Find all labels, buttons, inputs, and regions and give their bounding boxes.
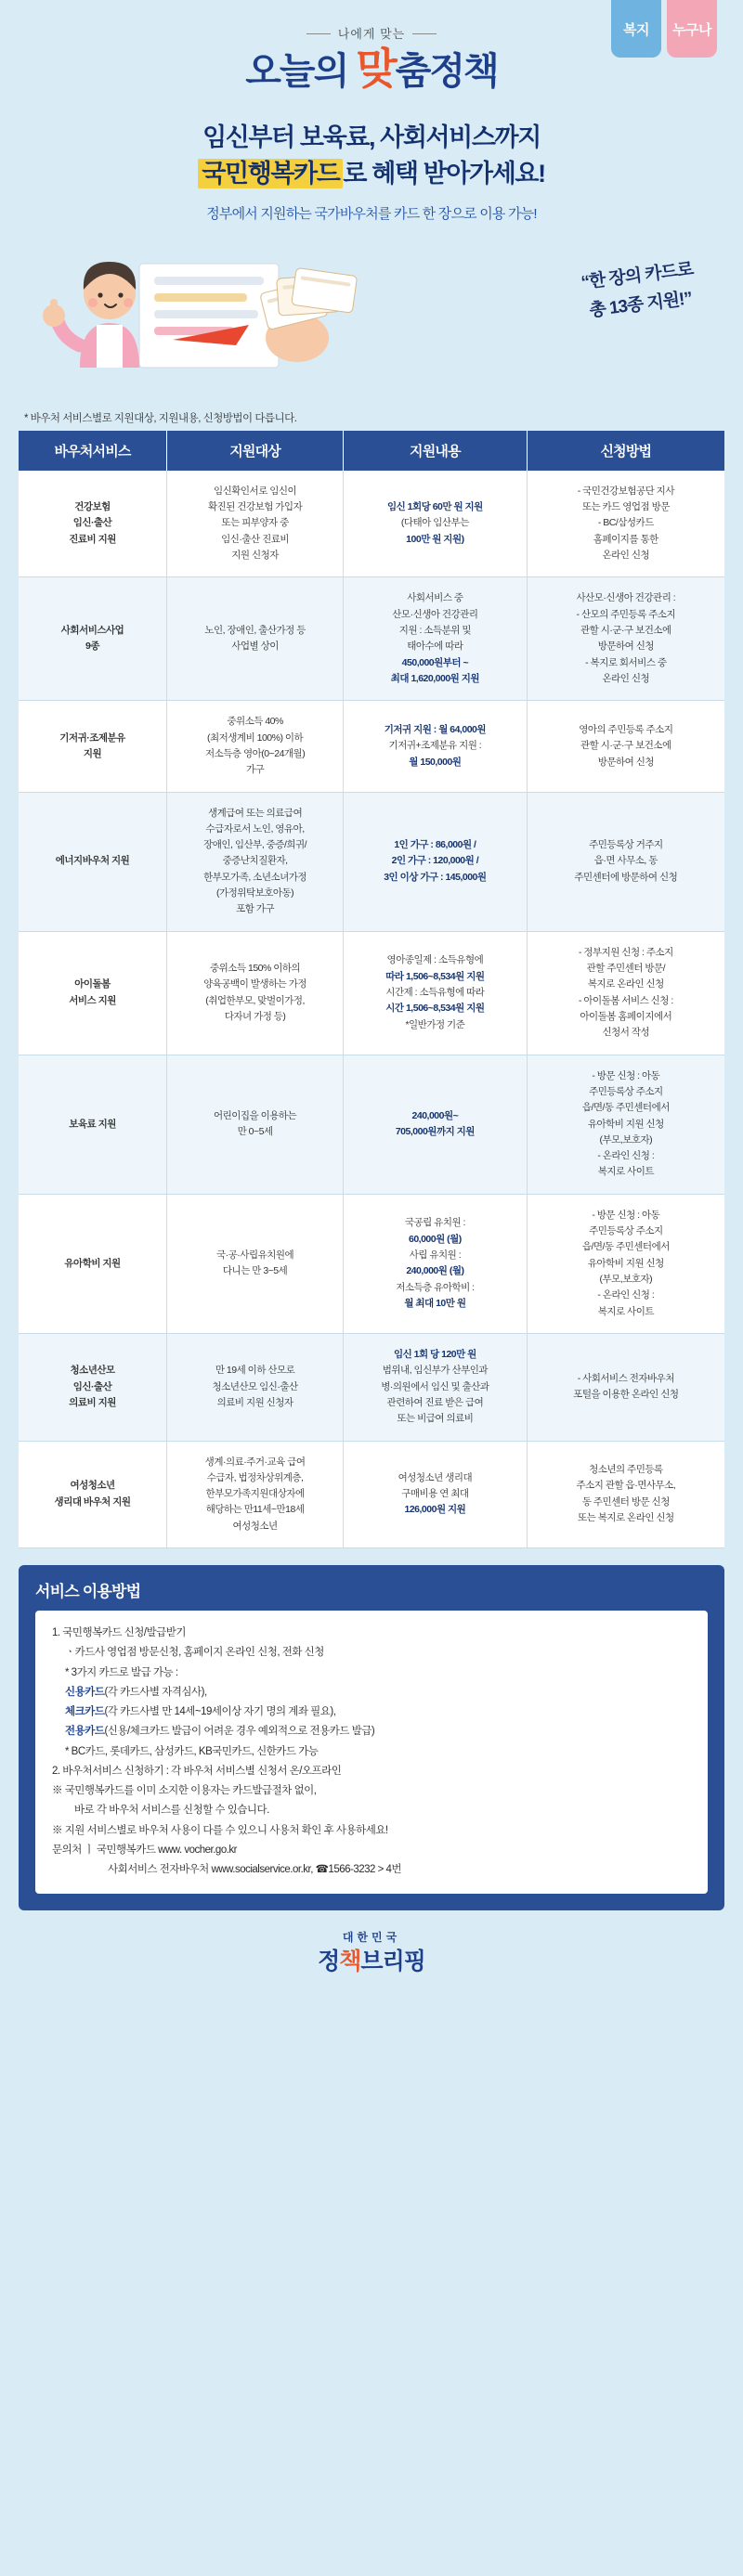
- usage-line: 문의처 ㅣ 국민행복카드 www. vocher.go.kr: [52, 1845, 237, 1856]
- hand-note-line2: 총 13종 지원!”: [588, 289, 693, 321]
- cell-service: 사회서비스사업 9종: [19, 577, 167, 701]
- badge-welfare: [611, 0, 661, 58]
- title-block: [0, 121, 743, 223]
- usage-line: 신용카드(각 카드사별 자격심사),: [65, 1686, 207, 1698]
- badge-group: [611, 0, 717, 58]
- cell-method: 사산모·신생아 건강관리 : - 산모의 주민등록 주소지 관할 시·군·구 보건소에 방문하여 신청 - 복지로 회서비스 중 온라인 신청: [527, 577, 724, 701]
- footer: [0, 1910, 743, 2000]
- usage-body: [35, 1611, 708, 1893]
- usage-line: ㆍ카드사 영업점 방문신청, 홈페이지 온라인 신청, 전화 신청: [65, 1647, 324, 1659]
- cell-target: 국·공·사립유치원에 다니는 만 3~5세: [167, 1194, 344, 1333]
- usage-line: 2. 바우처서비스 신청하기 : 각 바우처 서비스별 신청서 온/오프라인: [52, 1765, 342, 1777]
- usage-line: 바로 각 바우처 서비스를 신청할 수 있습니다.: [74, 1805, 269, 1817]
- table-row: [19, 1333, 724, 1441]
- header-logo-line2: 춤정책: [395, 51, 498, 92]
- usage-line: ※ 국민행복카드를 이미 소지한 이용자는 카드발급절차 없이,: [52, 1785, 317, 1797]
- cell-content: 영아종일제 : 소득유형에 따라 1,506~8,534원 지원 시간제 : 소득유형에 따라 시간 1,506~8,534원 지원 *일반가정 기준: [344, 931, 528, 1055]
- cell-content: 1인 가구 : 86,000원 / 2인 가구 : 120,000원 / 3인 이상 가구 : 145,000원: [344, 792, 528, 931]
- cell-content: 사회서비스 중 산모·신생아 건강관리 지원 : 소득분위 및 태아수에 따라 450,000원부터 ~ 최대 1,620,000원 지원: [344, 577, 528, 701]
- header-kicker: 나에게 맞는: [338, 24, 405, 42]
- table-row: [19, 792, 724, 931]
- cell-method: - 사회서비스 전자바우처 포털을 이용한 온라인 신청: [527, 1333, 724, 1441]
- table-row: [19, 471, 724, 577]
- col-header-method: 신청방법: [527, 431, 724, 471]
- cell-content: 여성청소년 생리대 구매비용 연 최대 126,000원 지원: [344, 1441, 528, 1548]
- cell-method: - 정부지원 신청 : 주소지 관할 주민센터 방문/ 복지로 온라인 신청 - 아이돌봄 서비스 신청 : 아이돌봄 홈페이지에서 신청서 작성: [527, 931, 724, 1055]
- page-subtitle: [19, 157, 724, 192]
- cell-content: 국공립 유치원 : 60,000원 (월) 사립 유치원 : 240,000원 (월) 저소득층 유아학비 : 월 최대 10만 원: [344, 1194, 528, 1333]
- cell-service: 아이돌봄 서비스 지원: [19, 931, 167, 1055]
- cell-service: 청소년산모 임신·출산 의료비 지원: [19, 1333, 167, 1441]
- table-note: * 바우처 서비스별로 지원대상, 지원내용, 신청방법이 다릅니다.: [24, 412, 297, 424]
- footer-brand-a: 정: [318, 1948, 340, 1974]
- table-row: [19, 1441, 724, 1548]
- cell-content: 기저귀 지원 : 월 64,000원 기저귀+조제분유 지원 : 월 150,000원: [344, 701, 528, 792]
- usage-line: 전용카드(신용/체크카드 발급이 어려운 경우 예외적으로 전용카드 발급): [65, 1726, 375, 1738]
- voucher-table-wrap: [0, 431, 743, 1548]
- cell-target: 만 19세 이하 산모로 청소년산모 임신·출산 의료비 지원 신청자: [167, 1333, 344, 1441]
- cell-service: 에너지바우처 지원: [19, 792, 167, 931]
- voucher-table: [19, 431, 724, 1548]
- badge-everyone-label: 누구나: [672, 21, 711, 38]
- illustration: [0, 228, 743, 405]
- cell-target: 중위소득 40% (최저생계비 100%) 이하 저소득층 영아(0~24개월) 가구: [167, 701, 344, 792]
- cell-method: - 방문 신청 : 아동 주민등록상 주소지 읍/면/동 주민센터에서 유아학비 지원 신청 (부모,보호자) - 온라인 신청 : 복지로 사이트: [527, 1055, 724, 1194]
- cell-service: 여성청소년 생리대 바우처 지원: [19, 1441, 167, 1548]
- cell-target: 생계급여 또는 의료급여 수급자로서 노인, 영유아, 장애인, 임산부, 중증/희귀/ 중증난치질환자, 한부모가족, 소년소녀가정 (가정위탁보호아동) 포함 가구: [167, 792, 344, 931]
- table-row: [19, 701, 724, 792]
- cell-target: 생계·의료·주거·교육 급여 수급자, 법정차상위계층, 한부모가족지원대상자에 해당하는 만11세~만18세 여성청소년: [167, 1441, 344, 1548]
- header-logo-line1: 오늘의: [245, 51, 348, 92]
- voucher-table-body: [19, 471, 724, 1548]
- cell-method: - 국민건강보험공단 지사 또는 카드 영업점 방문 - BC/삼성카드 홈페이지를 통한 온라인 신청: [527, 471, 724, 577]
- table-row: [19, 577, 724, 701]
- header-logo-accent: 맞: [356, 45, 396, 93]
- col-header-service: 바우처서비스: [19, 431, 167, 471]
- footer-brand-b: 브리핑: [360, 1948, 425, 1974]
- badge-welfare-label: 복지: [623, 21, 649, 38]
- col-header-content: 지원내용: [344, 431, 528, 471]
- hand-note-line1: “한 장의 카드로: [580, 259, 695, 293]
- cell-content: 임신 1회당 60만 원 지원 (다태아 임산부는 100만 원 지원): [344, 471, 528, 577]
- cell-method: - 방문 신청 : 아동 주민등록상 주소지 읍/면/동 주민센터에서 유아학비 지원 신청 (부모,보호자) - 온라인 신청 : 복지로 사이트: [527, 1194, 724, 1333]
- cell-content: 240,000원~ 705,000원까지 지원: [344, 1055, 528, 1194]
- cell-method: 영아의 주민등록 주소지 관할 시·군·구 보건소에 방문하여 신청: [527, 701, 724, 792]
- page-subtitle-highlight: 국민행복카드: [198, 159, 343, 188]
- footer-line1: 대한민국: [342, 1930, 401, 1944]
- usage-line: ※ 지원 서비스별로 바우처 사용이 다를 수 있으니 사용처 확인 후 사용하세요!: [52, 1824, 388, 1836]
- usage-line: 1. 국민행복카드 신청/발급받기: [52, 1627, 186, 1639]
- usage-title: 서비스 이용방법: [35, 1583, 141, 1601]
- usage-line: 체크카드(각 카드사별 만 14세~19세이상 자기 명의 계좌 필요),: [65, 1706, 336, 1718]
- usage-line: * BC카드, 롯데카드, 삼성카드, KB국민카드, 신한카드 가능: [65, 1745, 319, 1757]
- table-header-row: [19, 431, 724, 471]
- table-row: [19, 931, 724, 1055]
- badge-everyone: [667, 0, 717, 58]
- cell-content: 임신 1회 당 120만 원 범위내, 임신부가 산부인과 병·의원에서 임신 및 출산과 관련하여 진료 받은 급여 또는 비급여 의료비: [344, 1333, 528, 1441]
- usage-line: 사회서비스 전자바우처 www.socialservice.or.kr, ☎1566-3232 > 4번: [108, 1864, 402, 1876]
- cell-target: 노인, 장애인, 출산가정 등 사업별 상이: [167, 577, 344, 701]
- usage-line: * 3가지 카드로 발급 가능 :: [65, 1666, 178, 1678]
- footer-line2: [0, 1943, 743, 1976]
- cell-target: 어린이집을 이용하는 만 0~5세: [167, 1055, 344, 1194]
- page-title: 임신부터 보육료, 사회서비스까지: [202, 123, 541, 151]
- cell-service: 건강보험 임신·출산 진료비 지원: [19, 471, 167, 577]
- cell-method: 주민등록상 거주지 읍·면 사무소, 동 주민센터에 방문하여 신청: [527, 792, 724, 931]
- cell-target: 중위소득 150% 이하의 양육공백이 발생하는 가정 (취업한부모, 맞벌이가정, 다자녀 가정 등): [167, 931, 344, 1055]
- cell-service: 보육료 지원: [19, 1055, 167, 1194]
- usage-section: [19, 1565, 724, 1909]
- col-header-target: 지원대상: [167, 431, 344, 471]
- page-subtitle-rest: 로 혜택 받아가세요!: [343, 160, 545, 188]
- cell-method: 청소년의 주민등록 주소지 관할 읍·면사무소, 동 주민센터 방문 신청 또는 복지로 온라인 신청: [527, 1441, 724, 1548]
- cell-target: 임신확인서로 임신이 확진된 건강보험 가입자 또는 피부양자 중 임신·출산 진료비 지원 신청자: [167, 471, 344, 577]
- cell-service: 기저귀·조제분유 지원: [19, 701, 167, 792]
- page-description: 정부에서 지원하는 국가바우처를 카드 한 장으로 이용 가능!: [206, 205, 537, 222]
- table-row: [19, 1055, 724, 1194]
- footer-brand-dot: 책: [339, 1948, 361, 1974]
- table-row: [19, 1194, 724, 1333]
- cell-service: 유아학비 지원: [19, 1194, 167, 1333]
